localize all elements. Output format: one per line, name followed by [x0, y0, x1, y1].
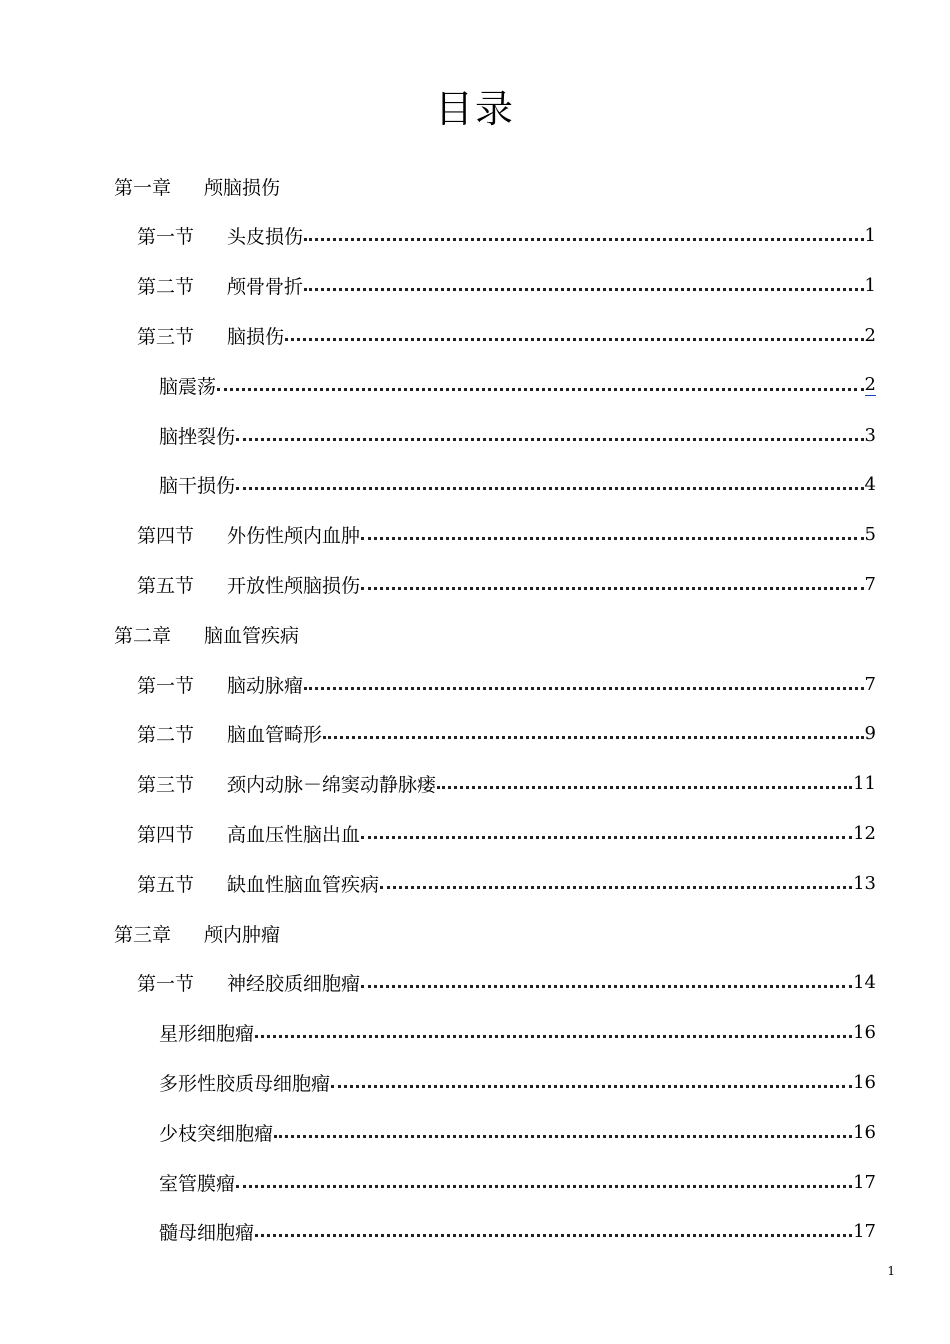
toc-entry-label — [159, 1069, 330, 1096]
toc-entry-text: 脑震荡 — [159, 375, 217, 398]
toc-entry-number: 第一章 — [114, 176, 172, 199]
toc-entry-label — [137, 820, 360, 847]
dot-leader — [274, 1135, 852, 1138]
toc-entry-number: 第二节 — [137, 724, 195, 747]
dot-leader — [255, 1234, 852, 1237]
toc-subsection[interactable] — [159, 1207, 876, 1257]
toc-entry-label — [137, 671, 303, 698]
toc-page-number: 16 — [853, 1121, 876, 1143]
dot-leader — [236, 1185, 852, 1188]
toc-entry-number: 第二章 — [114, 624, 172, 647]
toc-entry-label — [137, 222, 303, 249]
toc-page-number: 11 — [853, 773, 876, 795]
dot-leader — [236, 438, 864, 441]
toc-entry-text: 脑动脉瘤 — [227, 674, 304, 697]
toc-section[interactable] — [137, 958, 876, 1008]
toc-page-number: 17 — [853, 1171, 876, 1193]
toc-entry-label — [137, 770, 436, 797]
toc-entry-label — [137, 272, 303, 299]
toc-chapter — [114, 908, 876, 958]
toc-section[interactable] — [137, 759, 876, 809]
toc-entry-label — [137, 720, 322, 747]
toc-entry-label — [159, 1169, 235, 1196]
dot-leader — [217, 388, 864, 391]
toc-entry-label — [137, 870, 379, 897]
toc-entry-label — [159, 372, 216, 399]
toc-entry-text: 室管膜瘤 — [159, 1172, 236, 1195]
toc-subsection[interactable] — [159, 1008, 876, 1058]
toc-subsection[interactable] — [159, 1157, 876, 1207]
toc-subsection[interactable] — [159, 1107, 876, 1157]
toc-subsection[interactable] — [159, 360, 876, 410]
dot-leader — [236, 487, 864, 490]
dot-leader — [285, 338, 864, 341]
toc-entry-number: 第一节 — [137, 674, 195, 697]
toc-chapter — [114, 161, 876, 211]
toc-page-number: 1 — [864, 275, 876, 297]
toc-entry-number: 第三章 — [114, 923, 172, 946]
toc-subsection[interactable] — [159, 460, 876, 510]
toc-section[interactable] — [137, 510, 876, 560]
toc-page-number: 5 — [864, 524, 876, 546]
toc-entry-label — [137, 571, 360, 598]
toc-entry-text: 外伤性颅内血肿 — [227, 525, 361, 548]
toc-entry-text: 高血压性脑出血 — [227, 823, 361, 846]
toc-entry-label — [137, 521, 360, 548]
toc-section[interactable] — [137, 659, 876, 709]
toc-entry-label — [114, 920, 280, 947]
dot-leader — [255, 1035, 852, 1038]
toc-page-number[interactable]: 2 — [864, 374, 876, 396]
toc-page-number: 14 — [853, 972, 876, 994]
toc-section[interactable] — [137, 808, 876, 858]
toc-entry-text: 多形性胶质母细胞瘤 — [159, 1072, 331, 1095]
toc-page-number: 17 — [853, 1221, 876, 1243]
toc-page-number: 1 — [864, 225, 876, 247]
dot-leader — [323, 736, 864, 739]
toc-entry-text: 脑挫裂伤 — [159, 425, 236, 448]
toc-entry-number: 第三节 — [137, 774, 195, 797]
dot-leader — [380, 886, 852, 889]
toc-page-number: 2 — [864, 324, 876, 346]
dot-leader — [437, 786, 852, 789]
toc-section[interactable] — [137, 261, 876, 311]
toc-section[interactable] — [137, 559, 876, 609]
dot-leader — [361, 537, 864, 540]
toc-entry-label — [159, 471, 235, 498]
toc-subsection[interactable] — [159, 410, 876, 460]
dot-leader — [304, 238, 864, 241]
toc-section[interactable] — [137, 709, 876, 759]
dot-leader — [304, 687, 864, 690]
toc-entry-label — [137, 969, 360, 996]
toc-entry-number: 第四节 — [137, 823, 195, 846]
toc-section[interactable] — [137, 858, 876, 908]
toc-entry-text: 髓母细胞瘤 — [159, 1222, 255, 1245]
dot-leader — [361, 836, 852, 839]
toc-page-number: 16 — [853, 1022, 876, 1044]
toc-subsection[interactable] — [159, 1057, 876, 1107]
toc-entry-text: 脑干损伤 — [159, 475, 236, 498]
toc-entry-text: 脑血管疾病 — [204, 624, 300, 647]
toc-entry-text: 颈内动脉－绵窦动静脉瘘 — [227, 774, 437, 797]
page-title: 目录 — [434, 87, 515, 131]
toc-entry-text: 缺血性脑血管疾病 — [227, 873, 380, 896]
toc-page-number: 4 — [864, 474, 876, 496]
dot-leader — [331, 1085, 852, 1088]
toc-entry-text: 神经胶质细胞瘤 — [227, 973, 361, 996]
toc-entry-number: 第四节 — [137, 525, 195, 548]
toc-entry-text: 颅内肿瘤 — [204, 923, 281, 946]
toc-entry-text: 颅骨骨折 — [227, 276, 304, 299]
toc-entry-label — [159, 422, 235, 449]
toc-entry-number: 第一节 — [137, 973, 195, 996]
toc-entry-label — [114, 621, 299, 648]
toc-section[interactable] — [137, 310, 876, 360]
toc-page-number: 13 — [853, 872, 876, 894]
toc-entry-label — [159, 1119, 273, 1146]
toc-chapter — [114, 609, 876, 659]
toc-entry-text: 少枝突细胞瘤 — [159, 1122, 274, 1145]
dot-leader — [361, 587, 864, 590]
toc-page-number: 7 — [864, 673, 876, 695]
toc-entry-text: 头皮损伤 — [227, 226, 304, 249]
toc-section[interactable] — [137, 211, 876, 261]
toc-entry-text: 脑损伤 — [227, 325, 285, 348]
toc-page-number: 12 — [853, 822, 876, 844]
toc-entry-text: 星形细胞瘤 — [159, 1023, 255, 1046]
toc-entry-text: 颅脑损伤 — [204, 176, 281, 199]
toc-entry-number: 第五节 — [137, 574, 195, 597]
toc-page-number: 7 — [864, 573, 876, 595]
toc-entry-text: 脑血管畸形 — [227, 724, 323, 747]
dot-leader — [361, 985, 852, 988]
toc-entry-text: 开放性颅脑损伤 — [227, 574, 361, 597]
page-number: 1 — [887, 1264, 895, 1278]
toc-page-number: 9 — [864, 723, 876, 745]
toc-entry-label — [159, 1019, 254, 1046]
toc-entry-number: 第二节 — [137, 276, 195, 299]
toc-page-number: 3 — [864, 424, 876, 446]
toc-entry-number: 第五节 — [137, 873, 195, 896]
toc-entry-label — [114, 173, 280, 200]
dot-leader — [304, 288, 864, 291]
toc-entry-number: 第三节 — [137, 325, 195, 348]
toc-entry-label — [159, 1218, 254, 1245]
toc-page-number: 16 — [853, 1071, 876, 1093]
toc-entry-number: 第一节 — [137, 226, 195, 249]
toc-entry-label — [137, 322, 284, 349]
